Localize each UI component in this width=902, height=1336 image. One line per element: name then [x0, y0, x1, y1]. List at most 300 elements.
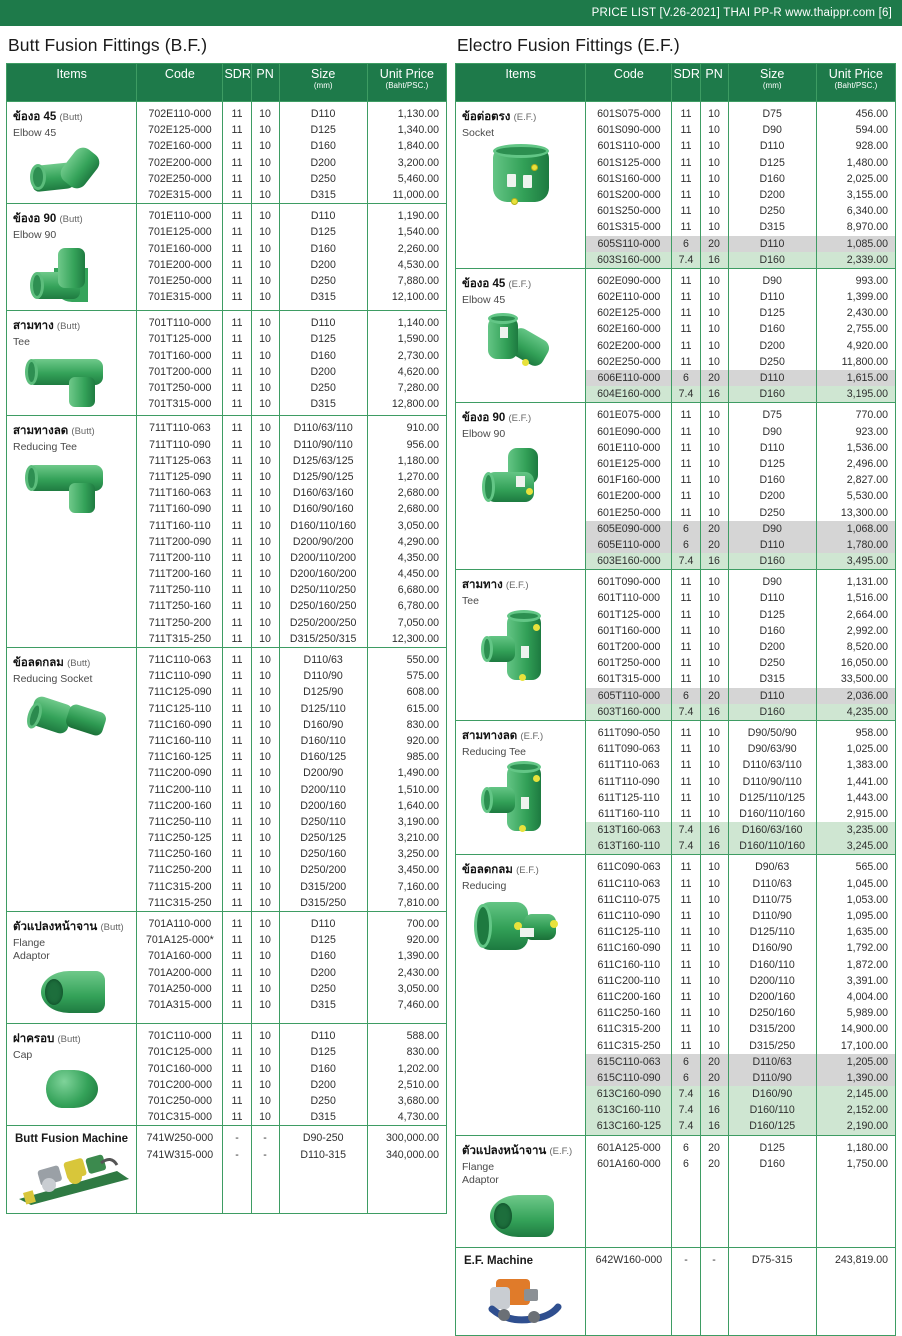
cell-size: D125: [310, 333, 336, 346]
item-name-thai: ตัวแปลงหน้าจาน: [462, 1144, 550, 1157]
cell-sdr: 11: [231, 616, 243, 629]
cell-size: D125: [759, 1141, 785, 1154]
cell-sdr: 6: [672, 537, 699, 553]
cell-size: D200/160/200: [289, 568, 357, 581]
cell-pn: 10: [259, 156, 271, 169]
item-cell: [456, 268, 586, 403]
cell-pn: 10: [708, 759, 720, 772]
cell-price: 1,872.00: [846, 958, 888, 971]
cell-price: 830.00: [406, 718, 439, 731]
ef-machine-image: [474, 1271, 570, 1329]
cell-pn: 10: [708, 592, 720, 605]
cell-size: D125: [759, 307, 785, 320]
cell-sdr: 11: [231, 734, 243, 747]
cell-code: 601S110-000: [597, 140, 661, 153]
cell-size: D75: [762, 108, 782, 120]
cell-size: D250: [759, 355, 785, 368]
butt-fusion-title: Butt Fusion Fittings (B.F.): [8, 35, 208, 55]
table-header: [7, 64, 447, 102]
item-name-english: Elbow 45: [13, 127, 57, 139]
cell-pn: -: [263, 1132, 267, 1145]
cell-price: 8,970.00: [846, 221, 888, 234]
cell-code: 601E075-000: [597, 409, 661, 422]
cell-price: 8,520.00: [846, 641, 888, 653]
cell-code: 613C160-125: [586, 1118, 671, 1134]
table-row: [456, 268, 896, 403]
cell-sdr: 11: [680, 974, 692, 987]
cell-sdr: 11: [680, 657, 692, 670]
cell-code: 711T200-160: [148, 568, 211, 581]
cell-pn: 10: [259, 108, 271, 120]
item-name: [462, 1141, 581, 1187]
cell-size: D160: [759, 474, 785, 487]
cell-price: 13,300.00: [840, 506, 888, 519]
cell-pn: 10: [259, 188, 271, 201]
cell-size: D110: [310, 1030, 336, 1043]
cell-size: D200/90: [303, 767, 344, 780]
cell-price: 615.00: [406, 702, 439, 715]
reducing-socket-image: [27, 690, 119, 742]
cell-size: D200/110/200: [290, 551, 357, 564]
cell-code: 711C250-110: [148, 815, 212, 828]
cell-pn: 16: [701, 704, 728, 720]
cell-pn-column: [251, 311, 279, 416]
cell-sdr: 11: [680, 877, 692, 890]
cell-size: D200: [310, 966, 336, 979]
cell-pn: 10: [259, 382, 271, 394]
cell-size: D160: [310, 1062, 336, 1075]
cell-price: 910.00: [406, 422, 439, 435]
cell-price: 7,280.00: [397, 382, 439, 394]
table-row: [7, 416, 447, 648]
cell-size-column: [279, 1126, 367, 1214]
cell-price: 588.00: [406, 1030, 439, 1043]
item-cell: [456, 102, 586, 269]
table-header: [456, 64, 896, 102]
cell-code: 601E110-000: [597, 441, 661, 454]
cell-code: 701C110-000: [148, 1030, 212, 1043]
cell-price: 4,530.00: [397, 258, 439, 271]
cell-sdr: 11: [231, 1095, 243, 1107]
cell-pn: 16: [701, 252, 728, 268]
item-name-english: Reducing Tee: [13, 441, 78, 454]
cell-pn: 20: [701, 370, 728, 386]
cell-pn: -: [712, 1253, 716, 1266]
cell-sdr: 7.4: [672, 386, 699, 402]
cell-code: 702E200-000: [148, 156, 212, 169]
item-name: [462, 408, 581, 441]
item-cell: [7, 1024, 137, 1126]
cell-code: 601A160-000: [597, 1157, 661, 1170]
item-name-thai: สามทางลด: [462, 729, 521, 742]
cell-pn: 10: [259, 274, 271, 287]
cell-pn: 10: [259, 799, 271, 812]
cell-size: D110: [310, 918, 336, 930]
cell-pn: 10: [259, 172, 271, 185]
cell-pn: 10: [708, 188, 720, 201]
cell-sdr: 11: [231, 188, 243, 201]
cap-image: [38, 1066, 108, 1112]
cell-size: D160/90: [752, 942, 793, 955]
cell-code: 711C125-110: [148, 702, 212, 715]
item-name-english: Flange Adaptor: [462, 1160, 499, 1186]
cell-size: D315: [759, 673, 785, 686]
cell-code: 701T125-000: [148, 333, 212, 346]
cell-pn: 20: [701, 236, 728, 252]
cell-sdr: 7.4: [672, 252, 699, 268]
cell-pn: 10: [259, 124, 271, 137]
cell-sdr: 11: [231, 140, 243, 153]
cell-size: D160: [729, 553, 816, 569]
cell-pn: 10: [708, 791, 720, 804]
cell-pn: 10: [708, 673, 720, 686]
cell-sdr-column: [672, 570, 700, 721]
cell-price: 4,450.00: [397, 568, 439, 581]
col-header-size: Size (mm): [728, 64, 816, 102]
cell-price: 608.00: [406, 686, 439, 699]
cell-size: D250/160: [300, 848, 347, 861]
cell-code-column: [586, 102, 672, 269]
cell-price: 3,200.00: [397, 156, 439, 169]
cell-size: D125/63/125: [292, 454, 354, 467]
ef-elbow45-image: [484, 311, 560, 371]
cell-price-column: [816, 403, 895, 570]
cell-code: 611C125-110: [597, 926, 661, 939]
cell-sdr: 6: [672, 1054, 699, 1070]
cell-pn: 10: [259, 398, 271, 411]
cell-size-column: [279, 912, 367, 1024]
cell-price: 2,755.00: [846, 323, 888, 336]
cell-size: D110: [729, 537, 816, 553]
cell-code: 702E315-000: [148, 188, 212, 201]
cell-pn: 10: [708, 926, 720, 939]
cell-pn: 10: [708, 1039, 720, 1052]
cell-pn: 10: [259, 918, 271, 930]
cell-price: 1,792.00: [846, 942, 888, 955]
cell-code-column: [586, 855, 672, 1135]
cell-code: 611T125-110: [598, 791, 660, 804]
cell-size: D90/63: [755, 861, 790, 874]
cell-pn: 10: [708, 893, 720, 906]
cell-sdr: 11: [231, 815, 243, 828]
cell-code: 601S160-000: [597, 172, 661, 185]
col-header-pn: PN: [251, 64, 279, 102]
cell-pn: 10: [708, 140, 720, 153]
cell-pn: 10: [259, 864, 271, 877]
cell-sdr: 11: [231, 1062, 243, 1075]
cell-code: 711T200-110: [149, 551, 211, 564]
cell-size: D125/110/125: [739, 791, 806, 804]
cell-size: D110: [729, 370, 816, 386]
cell-code: 741W315-000: [146, 1148, 214, 1161]
item-type-label: (E.F.): [516, 865, 539, 877]
item-name: [13, 209, 132, 242]
cell-sdr: 11: [231, 1030, 243, 1043]
cell-pn-column: [700, 855, 728, 1135]
cell-pn-column: [251, 416, 279, 648]
cell-price: 956.00: [406, 438, 439, 451]
col-header-price: Unit Price (Baht/PSC.): [816, 64, 895, 102]
cell-sdr: 7.4: [672, 1102, 699, 1118]
table-row: [456, 720, 896, 855]
cell-size: D125: [310, 1046, 336, 1059]
cell-code: 701T250-000: [148, 382, 212, 394]
cell-price: 575.00: [406, 670, 439, 683]
cell-pn: 10: [708, 474, 720, 487]
cell-pn: 10: [708, 490, 720, 503]
cell-price: 1,750.00: [846, 1157, 888, 1170]
cell-code: 611C160-110: [597, 958, 661, 971]
cell-pn: 10: [259, 616, 271, 629]
cell-price: 243,819.00: [834, 1253, 888, 1266]
cell-sdr: 11: [680, 490, 692, 503]
cell-sdr: 11: [680, 592, 692, 605]
cell-size: D160: [310, 950, 336, 963]
cell-size: D125: [759, 457, 785, 470]
cell-code: 615C110-063: [586, 1054, 671, 1070]
cell-code: 711C315-250: [148, 896, 212, 909]
cell-size: D125/110: [749, 926, 795, 939]
table-row: [456, 570, 896, 721]
cell-size-column: [279, 102, 367, 204]
cell-pn: 10: [259, 210, 271, 223]
cell-size: D110/63: [729, 1054, 816, 1070]
cell-sdr-column: [223, 648, 251, 912]
cell-code: 611C200-110: [597, 974, 661, 987]
ef-reducing-image: [476, 898, 568, 954]
cell-pn: 10: [259, 291, 271, 304]
item-type-label: (Butt): [67, 658, 91, 669]
cell-pn: 10: [708, 861, 720, 874]
cell-code-column: [137, 204, 223, 311]
cell-pn: 10: [259, 815, 271, 828]
cell-pn: 10: [259, 551, 271, 564]
cell-sdr: 11: [231, 584, 243, 597]
cell-pn: 10: [259, 950, 271, 963]
cell-code: 605T110-000: [586, 688, 671, 704]
cell-price: 1,025.00: [846, 743, 888, 756]
cell-code: 711T250-110: [149, 584, 211, 597]
item-cell: [7, 416, 137, 648]
cell-size-column: [279, 416, 367, 648]
cell-size: D200: [759, 339, 785, 352]
cell-code: 601E125-000: [597, 457, 661, 470]
cell-sdr: 11: [680, 1039, 692, 1052]
cell-sdr: 11: [680, 673, 692, 686]
cell-price: 3,245.00: [817, 838, 895, 854]
col-header-size: Size (mm): [279, 64, 367, 102]
cell-price: 2,827.00: [846, 474, 888, 487]
cell-code: 611T110-090: [598, 775, 660, 788]
cell-pn: 20: [708, 1157, 720, 1170]
cell-price: 1,840.00: [397, 140, 439, 153]
cell-size: D315/250: [749, 1039, 796, 1052]
cell-code-column: [137, 1024, 223, 1126]
cell-price: 1,053.00: [846, 893, 888, 906]
cell-pn: 10: [259, 317, 271, 330]
reducing-tee-image: [25, 459, 121, 515]
cell-sdr: 11: [680, 1023, 692, 1036]
cell-sdr: 11: [680, 990, 692, 1003]
cell-price-column: [367, 912, 446, 1024]
cell-sdr: 11: [680, 188, 692, 201]
cell-size: D315/250: [300, 896, 347, 909]
item-type-label: (E.F.): [520, 730, 544, 742]
cell-sdr-column: [672, 268, 700, 403]
cell-pn: 16: [701, 1102, 728, 1118]
cell-size: D110/75: [752, 893, 792, 906]
cell-code: 611C250-160: [597, 1007, 661, 1020]
cell-price: 4,290.00: [397, 535, 439, 548]
cell-price: 2,680.00: [397, 503, 439, 516]
cell-size: D200: [310, 156, 336, 169]
cell-price: 3,050.00: [397, 982, 439, 995]
machine-title: E.F. Machine: [464, 1254, 534, 1267]
cell-code: 602E160-000: [597, 323, 661, 336]
cell-size: D160/63/160: [292, 487, 354, 500]
cell-size: D160/110/160: [739, 807, 806, 820]
cell-sdr: 11: [231, 398, 243, 411]
cell-sdr: 11: [680, 791, 692, 804]
cell-code: 602E200-000: [597, 339, 661, 352]
cell-pn: 10: [259, 934, 271, 947]
cell-size: D110/90: [729, 1070, 816, 1086]
elbow45-image: [30, 144, 116, 196]
cell-pn: 10: [259, 686, 271, 699]
cell-size-column: [279, 204, 367, 311]
cell-price: 830.00: [406, 1046, 439, 1059]
cell-pn: 20: [701, 1070, 728, 1086]
cell-pn: 10: [259, 632, 271, 645]
cell-sdr: 11: [231, 600, 243, 613]
cell-sdr: 11: [231, 982, 243, 995]
cell-sdr: 11: [231, 226, 243, 239]
cell-price: 1,095.00: [846, 910, 888, 922]
cell-price: 33,500.00: [840, 673, 888, 686]
cell-size: D110/90/110: [293, 438, 353, 451]
item-name-thai: ข้องอ 90: [13, 213, 60, 226]
cell-code: 701A160-000: [148, 950, 212, 963]
cell-price-column: [367, 102, 446, 204]
cell-size: D110: [759, 291, 785, 304]
electro-fusion-table: [455, 63, 896, 1336]
cell-pn: 10: [708, 425, 720, 438]
cell-sdr: 11: [680, 958, 692, 971]
cell-pn: 10: [259, 1062, 271, 1075]
cell-pn: 10: [708, 942, 720, 955]
cell-price: 1,131.00: [846, 576, 888, 589]
cell-pn-column: [700, 720, 728, 855]
flange-adaptor-image: [31, 967, 115, 1017]
cell-size: D160/110: [729, 1102, 816, 1118]
cell-size: D125: [759, 156, 785, 169]
cell-size: D160/90: [729, 1086, 816, 1102]
cell-size: D250: [310, 1095, 336, 1107]
cell-size: D315: [310, 1111, 336, 1124]
cell-size: D250/160: [749, 1007, 796, 1020]
item-name-thai: ข้องอ 90: [462, 412, 509, 425]
cell-sdr: 11: [231, 422, 243, 435]
cell-pn: 10: [708, 124, 720, 137]
cell-code: 711T110-063: [149, 422, 211, 435]
cell-sdr: 11: [231, 487, 243, 500]
cell-price: 2,260.00: [397, 242, 439, 255]
cell-size: D110/63/110: [742, 759, 802, 772]
cell-code: 711T125-063: [148, 454, 211, 467]
col-header-code: Code: [137, 64, 223, 102]
cell-sdr: 11: [680, 576, 692, 589]
item-type-label: (Butt): [59, 112, 83, 123]
item-type-label: (E.F.): [513, 112, 537, 123]
cell-size: D160/125: [729, 1118, 816, 1134]
cell-code-column: [137, 912, 223, 1024]
cell-code: 613T160-063: [586, 822, 671, 838]
cell-sdr: 6: [683, 1157, 689, 1170]
cell-price: 2,190.00: [817, 1118, 895, 1134]
cell-pn: 10: [708, 506, 720, 519]
cell-sdr: 11: [680, 425, 692, 438]
cell-code: 601E250-000: [597, 506, 661, 519]
cell-price: 11,800.00: [841, 355, 888, 368]
butt-fusion-column: [0, 26, 451, 1246]
cell-sdr: 11: [231, 382, 243, 394]
cell-sdr: 11: [231, 349, 243, 362]
item-type-label: (E.F.): [549, 1145, 573, 1157]
cell-price: 993.00: [855, 274, 888, 287]
cell-code: 611T090-050: [597, 726, 660, 739]
cell-price: 1,190.00: [397, 210, 439, 223]
cell-price: 920.00: [406, 734, 439, 747]
cell-sdr: 11: [680, 726, 692, 739]
cell-sdr: 11: [231, 848, 243, 861]
cell-pn: 16: [701, 1118, 728, 1134]
cell-pn-column: [700, 102, 728, 269]
cell-price-column: [367, 204, 446, 311]
cell-code: 701A200-000: [148, 966, 212, 979]
cell-sdr-column: [672, 855, 700, 1135]
cell-code: 701E110-000: [148, 210, 212, 223]
table-row: [7, 102, 447, 204]
item-name: [13, 653, 132, 686]
cell-sdr: 11: [680, 205, 692, 218]
cell-size: D125: [310, 124, 336, 137]
cell-size: D160/63/160: [729, 822, 816, 838]
cell-sdr: 11: [231, 632, 243, 645]
cell-sdr: 11: [680, 506, 692, 519]
cell-sdr: 11: [231, 172, 243, 185]
cell-size: D160: [729, 252, 816, 268]
cell-size: D90: [762, 124, 782, 137]
cell-price: 6,780.00: [397, 600, 439, 613]
cell-pn: 10: [708, 441, 720, 454]
cell-price: 2,664.00: [846, 608, 888, 621]
cell-sdr: 11: [231, 317, 243, 330]
cell-sdr: 11: [231, 108, 243, 120]
cell-size: D160/110: [749, 958, 795, 971]
cell-code: 601S200-000: [597, 188, 661, 201]
cell-code: 611C110-063: [597, 877, 661, 890]
cell-price: 3,235.00: [817, 822, 895, 838]
cell-code-column: [586, 268, 672, 403]
cell-price: 2,510.00: [397, 1078, 439, 1091]
cell-code: 711C315-200: [148, 880, 212, 893]
table-row: [456, 403, 896, 570]
item-type-label: (Butt): [71, 426, 95, 438]
cell-sdr: 6: [672, 521, 699, 537]
cell-price: 7,160.00: [397, 880, 439, 893]
cell-size: D250/200: [300, 864, 347, 877]
cell-sdr: 11: [231, 1046, 243, 1059]
